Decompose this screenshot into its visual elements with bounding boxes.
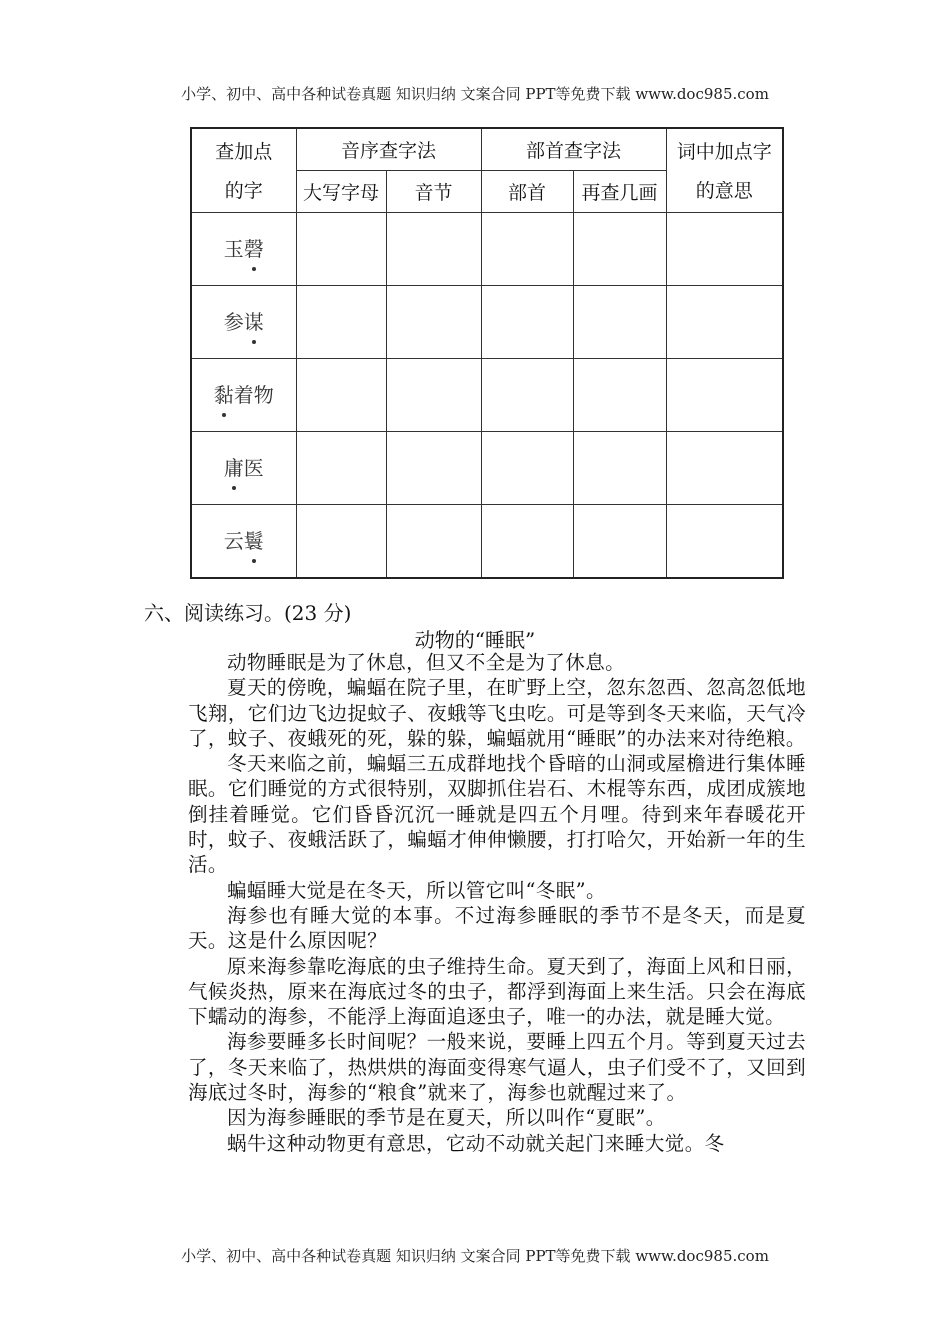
emphasis-dot xyxy=(252,340,256,344)
answer-cell[interactable] xyxy=(573,358,666,431)
dotted-char: 磬 xyxy=(243,236,264,261)
answer-cell[interactable] xyxy=(481,358,573,431)
answer-cell[interactable] xyxy=(666,285,783,358)
header-meaning-line2: 的意思 xyxy=(695,180,753,203)
header-target-char-line2: 的字 xyxy=(224,180,263,203)
table-row xyxy=(191,285,783,358)
reading-passage xyxy=(188,650,806,1156)
article-title: 动物的“睡眠” xyxy=(414,628,536,652)
dictionary-lookup-table xyxy=(190,127,784,579)
header-target-char xyxy=(191,128,296,212)
dotted-char: 庸 xyxy=(223,456,244,481)
answer-cell[interactable] xyxy=(296,212,386,285)
word-cell xyxy=(191,505,296,578)
page-footer: 小学、初中、高中各种试卷真题 知识归纳 文案合同 PPT等免费下载 www.doc985.com xyxy=(181,1247,769,1265)
word-cell xyxy=(191,432,296,505)
table-row xyxy=(191,358,783,431)
paragraph: 冬天来临之前，蝙蝠三五成群地找个昏暗的山洞或屋檐进行集体睡眠。它们睡觉的方式很特别，双脚抓住岩石、木棍等东西，成团成簇地倒挂着睡觉。它们昏昏沉沉一睡就是四五个月哩。待到来年春暖花开时，蚊子、夜蛾活跃了，蝙蝠才伸伸懒腰，打打哈欠，开始新一年的生活。 xyxy=(188,752,806,877)
header-meaning-line1: 词中加点字 xyxy=(676,141,772,164)
answer-cell[interactable] xyxy=(481,285,573,358)
table-row xyxy=(191,505,783,578)
emphasis-dot xyxy=(232,486,236,490)
answer-cell[interactable] xyxy=(481,212,573,285)
answer-cell[interactable] xyxy=(296,358,386,431)
answer-cell[interactable] xyxy=(386,212,481,285)
answer-cell[interactable] xyxy=(573,432,666,505)
paragraph: 蜗牛这种动物更有意思，它动不动就关起门来睡大觉。冬 xyxy=(227,1131,725,1155)
paragraph: 海参要睡多长时间呢？一般来说，要睡上四五个月。等到夏天过去了，冬天来临了，热烘烘的海面变得寒气逼人，虫子们受不了，又回到海底过冬时，海参的“粮食”就来了，海参也就醒过来了。 xyxy=(188,1030,806,1105)
word-part: 玉 xyxy=(223,236,244,261)
answer-cell[interactable] xyxy=(481,505,573,578)
answer-cell[interactable] xyxy=(573,505,666,578)
header-meaning xyxy=(666,128,783,212)
header-target-char-line1: 查加点 xyxy=(215,141,273,164)
answer-cell[interactable] xyxy=(296,505,386,578)
paragraph: 蝙蝠睡大觉是在冬天，所以管它叫“冬眠”。 xyxy=(227,878,606,902)
emphasis-dot xyxy=(252,267,256,271)
word-cell xyxy=(191,285,296,358)
answer-cell[interactable] xyxy=(386,505,481,578)
header-capital-letter: 大写字母 xyxy=(296,170,386,212)
word-cell xyxy=(191,358,296,431)
word-cell xyxy=(191,212,296,285)
paragraph: 原来海参靠吃海底的虫子维持生命。夏天到了，海面上风和日丽，气候炎热，原来在海底过冬的虫子，都浮到海面上来生活。只会在海底下蠕动的海参，不能浮上海面追逐虫子，唯一的办法，就是睡大觉。 xyxy=(188,954,806,1029)
answer-cell[interactable] xyxy=(481,432,573,505)
emphasis-dot xyxy=(222,413,226,417)
header-syllable: 音节 xyxy=(386,170,481,212)
answer-cell[interactable] xyxy=(386,285,481,358)
paragraph: 动物睡眠是为了休息，但又不全是为了休息。 xyxy=(227,651,626,674)
table-row xyxy=(191,432,783,505)
paragraph: 夏天的傍晚，蝙蝠在院子里，在旷野上空，忽东忽西、忽高忽低地飞翔，它们边飞边捉蚊子、夜蛾等飞虫吃。可是等到冬天来临，天气冷了，蚊子、夜蛾死的死，躲的躲，蝙蝠就用“睡眠”的办法来对待绝粮。 xyxy=(188,676,806,750)
answer-cell[interactable] xyxy=(666,505,783,578)
table-row xyxy=(191,212,783,285)
header-stroke-count: 再查几画 xyxy=(573,170,666,212)
paragraph: 因为海参睡眠的季节是在夏天，所以叫作“夏眠”。 xyxy=(227,1106,666,1130)
answer-cell[interactable] xyxy=(666,432,783,505)
answer-cell[interactable] xyxy=(666,212,783,285)
answer-cell[interactable] xyxy=(573,212,666,285)
emphasis-dot xyxy=(252,559,256,563)
page-header: 小学、初中、高中各种试卷真题 知识归纳 文案合同 PPT等免费下载 www.doc985.com xyxy=(181,85,769,103)
dotted-char: 黏 xyxy=(213,383,234,408)
answer-cell[interactable] xyxy=(296,285,386,358)
answer-cell[interactable] xyxy=(296,432,386,505)
header-radical: 部首 xyxy=(481,170,573,212)
word-part: 着物 xyxy=(233,383,274,408)
header-phonetic-method: 音序查字法 xyxy=(296,128,481,170)
answer-cell[interactable] xyxy=(386,432,481,505)
word-part: 云 xyxy=(223,529,244,554)
header-radical-method: 部首查字法 xyxy=(481,128,666,170)
dotted-char: 谋 xyxy=(243,309,264,334)
word-part: 医 xyxy=(243,456,264,481)
answer-cell[interactable] xyxy=(573,285,666,358)
answer-cell[interactable] xyxy=(386,358,481,431)
word-part: 参 xyxy=(223,309,244,334)
dotted-char: 鬟 xyxy=(243,529,264,554)
answer-cell[interactable] xyxy=(666,358,783,431)
section-heading: 六、阅读练习。(23 分) xyxy=(144,601,352,625)
paragraph: 海参也有睡大觉的本事。不过海参睡眠的季节不是冬天，而是夏天。这是什么原因呢？ xyxy=(188,903,806,953)
